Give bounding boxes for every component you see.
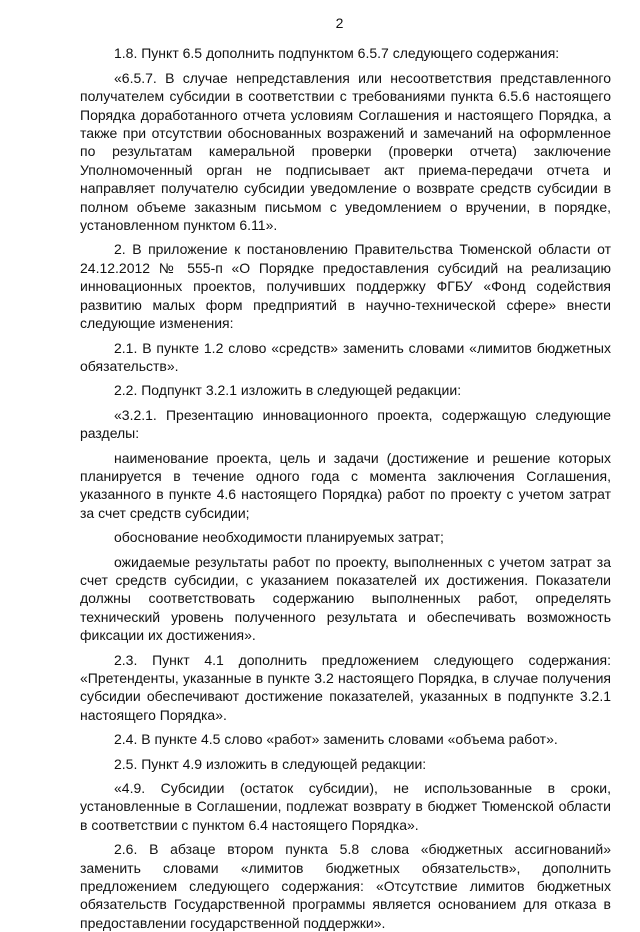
paragraph-2-1: 2.1. В пункте 1.2 слово «средств» заменить словами «лимитов бюджетных обязательств». [80,339,611,374]
paragraph-item-name: наименование проекта, цель и задачи (достижение и решение которых планируется в течение одного года с момента заключения Соглашения, указанного в пункте 4.6 настоящего Порядка) работ по проекту с учетом затрат за счет средств субсидии; [80,449,611,521]
paragraph-3-2-1-text: «3.2.1. Презентацию инновационного проекта, содержащую следующие разделы: [80,406,611,442]
paragraph-1-8: 1.8. Пункт 6.5 дополнить подпунктом 6.5.7 следующего содержания: [114,45,560,62]
paragraph-4-9-text: «4.9. Субсидии (остаток субсидии), не использованные в сроки, установленные в Соглашении, подлежат возврату в бюджет Тюменской области в соответствии с пунктом 6.4 настоящего Порядка». [80,780,611,833]
paragraph-6-5-7-text: «6.5.7. В случае непредставления или несоответствия представленного получателем субсидии в соответствии с требованиями пункта 6.5.6 настоящего Порядка доработанного отчета условиям Соглашения и настоящего Порядка, а также при отсутствии обоснованных возражений и замечаний на оформленное по результатам камеральной проверки (проверки отчета) заключение Уполномоченный орган не подписывает акт приема-передачи отчета и направляет получателю субсидии уведомление о возврате средств субсидии в полном объеме заказным письмом с уведомлением о вручении, в порядке, установленном пунктом 6.11». [80,69,611,234]
paragraph-2: 2. В приложение к постановлению Правительства Тюменской области от 24.12.2012 № 555-п «О Порядке предоставления субсидий на реализацию инновационных проектов, получивших поддержку ФГБУ «Фонд содействия развитию малых форм предприятий в научно-технической сфере» внести следующие изменения: [80,241,611,332]
paragraph-2-4: 2.4. В пункте 4.5 слово «работ» заменить словами «объема работ». [114,731,558,748]
paragraph-2-2: 2.2. Подпункт 3.2.1 изложить в следующей редакции: [114,382,462,399]
paragraph-item-justification: обоснование необходимости планируемых затрат; [114,529,444,546]
paragraph-2-3: 2.3. Пункт 4.1 дополнить предложением следующего содержания: «Претенденты, указанные в пункте 3.2 настоящего Порядка, в случае получения субсидии обеспечивают достижение показателей, указанных в подпункте 3.2.1 настоящего Порядка». [80,651,611,723]
page-number: 2 [335,15,344,31]
paragraph-item-results: ожидаемые результаты работ по проекту, выполненных с учетом затрат за счет средств субсидии, с указанием показателей их достижения. Показатели должны соответствовать содержанию выполненных работ, определять технический уровень полученного результата и обеспечивать возможность фиксации их достижения». [80,553,611,644]
paragraph-2-5: 2.5. Пункт 4.9 изложить в следующей редакции: [114,755,427,772]
paragraph-2-6: 2.6. В абзаце втором пункта 5.8 слова «бюджетных ассигнований» заменить словами «лимитов бюджетных обязательств», дополнить предложением следующего содержания: «Отсутствие лимитов бюджетных обязательств Государственной программы является основанием для отказа в предоставлении государственной поддержки». [80,841,611,931]
